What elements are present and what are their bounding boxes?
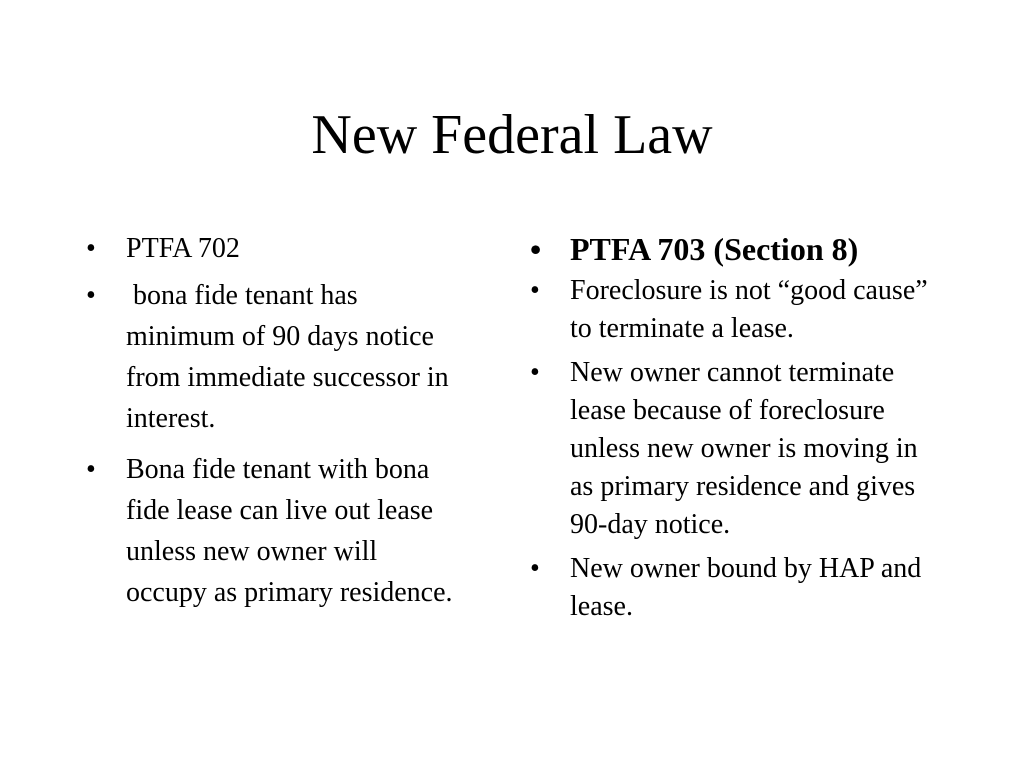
right-bullet-item [530, 272, 940, 348]
bullet-dot: • [530, 357, 540, 388]
bullet-text: Foreclosure is not “good cause” to terminate a lease. [570, 275, 928, 344]
bullet-text: PTFA 703 (Section 8) [570, 231, 859, 267]
bullet-dot: • [86, 280, 96, 311]
bullet-text: New owner cannot terminate lease because of foreclosure unless new owner is moving in as primary residence and gives 90-day notice. [570, 357, 918, 540]
left-bullet-item [86, 449, 456, 613]
bullet-text: PTFA 702 [126, 233, 240, 264]
bullet-text: bona fide tenant has minimum of 90 days notice from immediate successor in interest. [126, 280, 456, 434]
bullet-dot: • [530, 275, 540, 306]
bullet-dot: • [86, 233, 96, 264]
bullet-text: New owner bound by HAP and lease. [570, 553, 922, 622]
right-bullet-item [530, 550, 940, 626]
right-bullet-item [530, 228, 940, 270]
left-bullet-item [86, 228, 456, 269]
bullet-dot: • [530, 231, 542, 267]
bullet-dot: • [86, 454, 96, 485]
bullet-text: Bona fide tenant with bona fide lease can live out lease unless new owner will occupy as primary residence. [126, 454, 453, 608]
right-bullet-item [530, 354, 940, 544]
left-bullet-item [86, 275, 456, 439]
slide-title: New Federal Law [311, 104, 713, 166]
right-bullet-list [530, 228, 940, 626]
bullet-dot: • [530, 553, 540, 584]
left-bullet-list [86, 228, 456, 613]
